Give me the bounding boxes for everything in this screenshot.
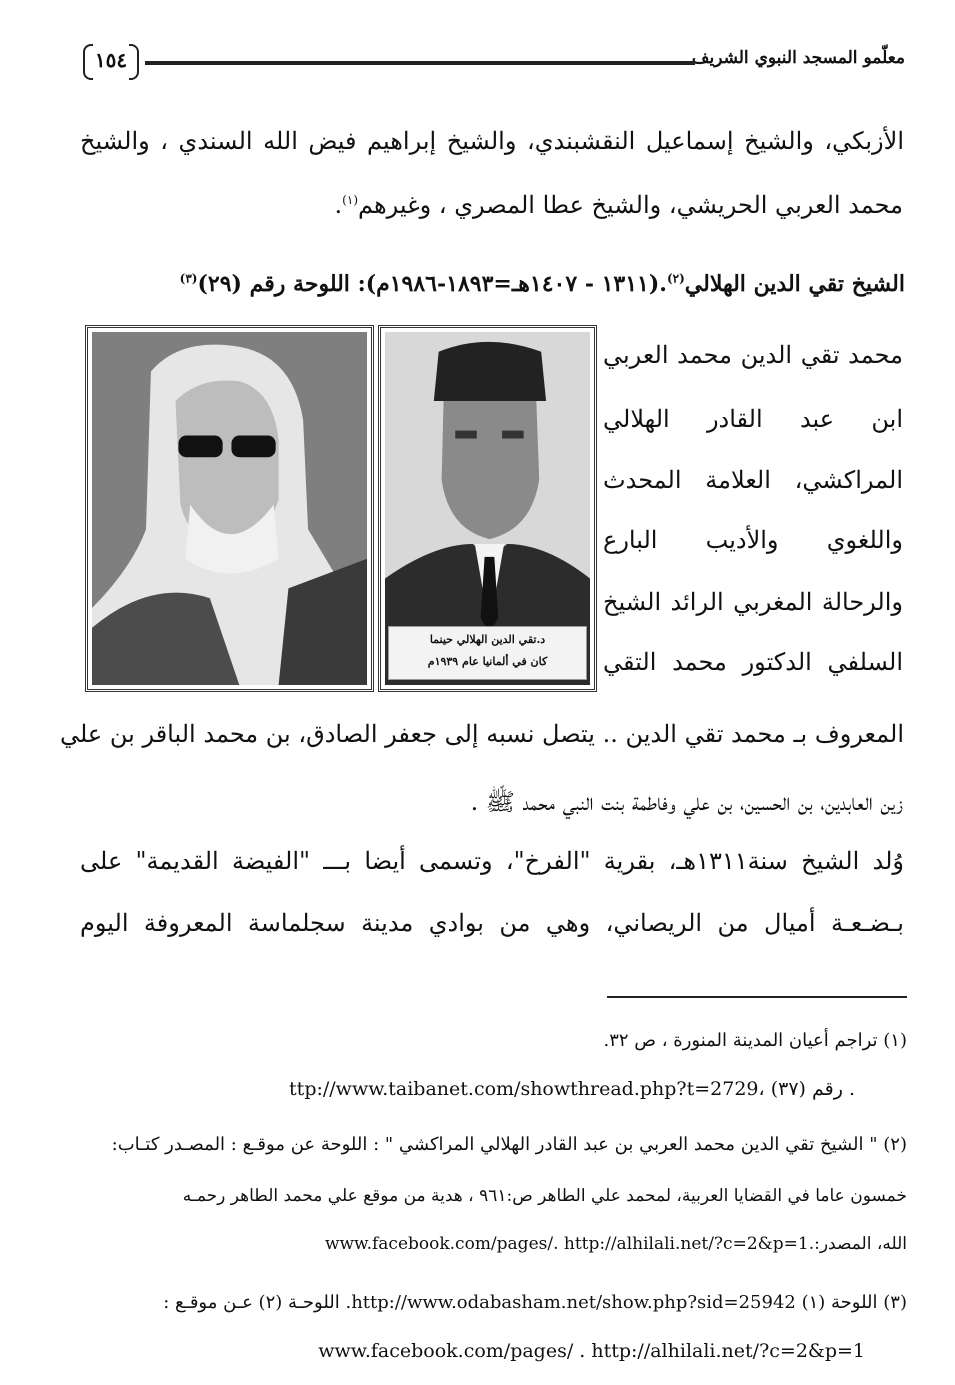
footnote-ref: (١) [342,193,358,207]
paragraph-line: بـضـعـة أميال من الريصاني، وهي من بوادي مدينة سجلماسة المعروفة اليوم [80,909,904,937]
footnote-ref: (٣) [179,271,198,286]
paragraph-line: المعروف بـ محمد تقي الدين .. يتصل نسبه إلى جعفر الصادق، بن محمد الباقر بن علي [59,720,904,748]
paragraph-line: وُلد الشيخ سنة١٣١١هـ، بقرية "الفرخ"، وتسمى أيضا بـــ "الفيضة القديمة" على [80,847,904,875]
side-text-line: السلفي الدكتور محمد التقي [603,648,903,676]
footnote-1: (١) تراجم أعيان المدينة المنورة ، ص ٣٢. [603,1030,907,1051]
page-number: ١٥٤ [83,42,139,78]
paragraph-line: الأزبكي، والشيخ إسماعيل النقشبندي، والشيخ إبراهيم فيض الله السندي ، والشيخ [80,127,904,155]
footnote-3: (٣) اللوحة (١) http://www.odabasham.net/show.php?sid=25942. اللوحـة (٢) عـن موقـع : [163,1292,907,1313]
side-text-line: واللغوي والأديب البارع [603,526,903,554]
footnote-3-link: www.facebook.com/pages/ . http://alhilali.net/?c=2&p=1 [318,1340,865,1362]
paragraph-line: محمد العربي الحريشي، والشيخ عطا المصري ، وغيرهم$^{(١)}$. [334,191,903,219]
side-text-line: محمد تقي الدين محمد العربي [603,341,903,369]
side-text-line: المراكشي، العلامة المحدث [603,466,903,494]
portrait-photo-elder [85,325,374,692]
running-title: معلّمو المسجد النبوي الشريف [691,48,905,68]
section-heading [79,271,905,297]
side-text-line: ابن عبد القادر الهلالي [603,405,903,433]
heading-dates: .(١٣١١ - ١٤٠٧هـ=١٨٩٣-١٩٨٦م): اللوحة رقم (٢٩) [197,271,667,297]
header-rule [145,61,695,65]
paragraph-text: محمد العربي الحريشي، والشيخ عطا المصري ، وغيرهم [358,191,903,219]
footnote-2-cont: خمسون عاما في القضايا العربية، لمحمد علي الطاهر ص:٩٦١ ، هدية من موقع علي محمد الطاهر رحمـه [182,1186,907,1206]
heading-name: الشيخ تقي الدين الهلالي [684,271,905,297]
footnote-1-link: ttp://www.taibanet.com/showthread.php?t=2729، رقم (٣٧) . [289,1078,855,1100]
caption-line: كان في ألمانيا عام ١٩٣٩م [427,655,548,668]
side-text-line: والرحالة المغربي الرائد الشيخ [603,588,903,616]
footnote-2-source: الله، المصدر:.www.facebook.com/pages/. http://alhilali.net/?c=2&p=1 [324,1234,907,1254]
footnote-separator [607,996,907,998]
footnote-2: (٢) " الشيخ تقي الدين محمد العربي بن عبد القادر الهلالي المراكشي " : اللوحة عن موقـع : المصـدر كتـاب: [111,1134,907,1155]
footnote-ref: (٢) [666,271,685,286]
paragraph-line: زين العابدين، بن الحسين، بن علي وفاطمة بنت النبي محمد ﷺ . [470,788,903,816]
photo-caption [388,626,587,680]
caption-line: د.تقي الدين الهلالي حينما [429,633,546,646]
page-header [83,40,905,82]
portrait-elder-image [92,332,367,685]
portrait-photo-young [378,325,597,692]
